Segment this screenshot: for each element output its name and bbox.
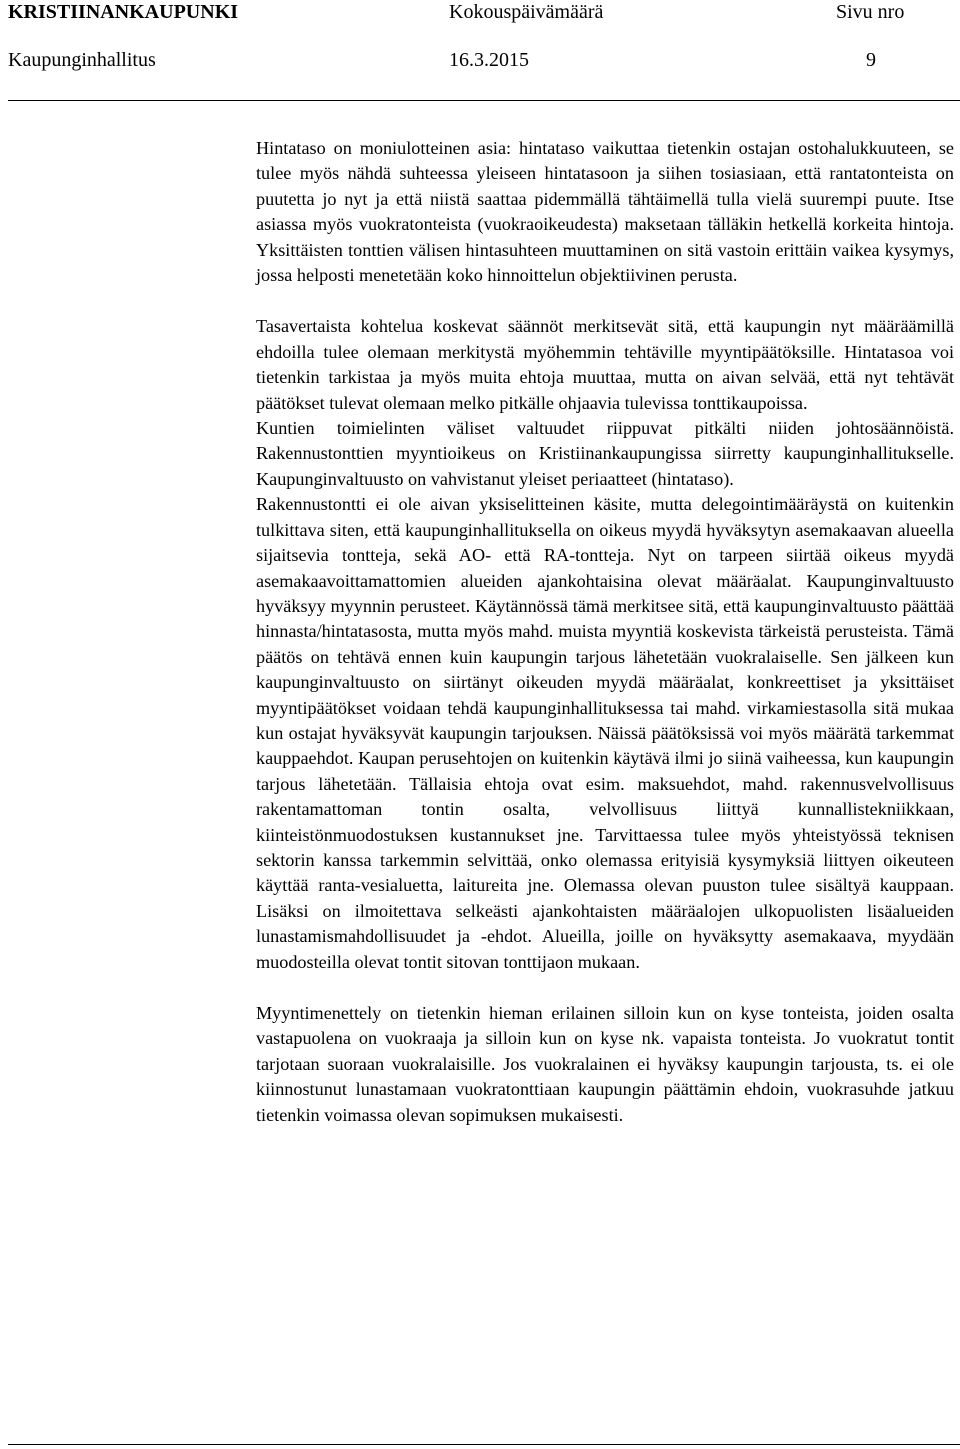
paragraph: Tasavertaista kohtelua koskevat säännöt merkitsevät sitä, että kaupungin nyt määräämillä ehdoilla tulee olemaan merkitystä myöhemmin tehtäville myyntipäätöksille. Hintatasoa voi tietenkin tarkistaa ja myös muita ehtoja muuttaa, mutta on aivan selvää, että nyt tehtävät päätökset tulevat olemaan melko pitkälle ohjaavia tulevissa tonttikaupoissa. [256, 316, 954, 413]
organization-name: KRISTIINANKAUPUNKI [8, 1, 239, 23]
page-number-label: Sivu nro [836, 1, 905, 23]
paragraph: Myyntimenettely on tietenkin hieman erilainen silloin kun on kyse tonteista, joiden osalta vastapuolena on vuokraaja ja silloin kun on kyse nk. vapaista tonteista. Jo vuokratut tontit tarjotaan suoraan vuokralaisille. Jos vuokralainen ei hyväksy kaupungin tarjousta, ts. ei ole kiinnostunut lunastamaan vuokratonttiaan kaupungin päättämin ehdoin, vuokrasuhde jatkuu tietenkin voimassa olevan sopimuksen mukaisesti. [256, 1003, 954, 1125]
paragraph: Hintataso on moniulotteinen asia: hintataso vaikuttaa tietenkin ostajan ostohalukkuuteen, se tulee myös nähdä suhteessa yleiseen hintatasoon ja siihen tosiasiaan, että rantatonteista on puutetta jo nyt ja että niistä saattaa pidemmällä tähtäimellä tulla vielä suurempi puute. Itse asiassa myös vuokratonteista (vuokraoikeudesta) maksetaan tälläkin hetkellä korkeita hintoja. Yksittäisten tonttien välisen hintasuhteen muuttaminen on sitä vastoin erittäin vaikea kysymys, jossa helposti menetetään koko hinnoittelun objektiivinen perusta. [256, 138, 954, 286]
page-number: 9 [866, 49, 876, 71]
header-divider [8, 100, 960, 101]
governing-body: Kaupunginhallitus [8, 49, 156, 71]
meeting-date: 16.3.2015 [449, 49, 529, 71]
meeting-date-label: Kokouspäivämäärä [449, 1, 604, 23]
paragraph: Kuntien toimielinten väliset valtuudet riippuvat pitkälti niiden johtosäännöistä. Rakennustonttien myyntioikeus on Kristiinankaupungissa siirretty kaupunginhallitukselle. Kaupunginvaltuusto on vahvistanut yleiset periaatteet (hintataso). [256, 418, 954, 489]
document-body [256, 136, 954, 1128]
footer-divider [8, 1444, 960, 1445]
paragraph: Rakennustontti ei ole aivan yksiselitteinen käsite, mutta delegointimääräystä on kuitenkin tulkittava siten, että kaupunginhallituksella on oikeus myydä hyväksytyn asemakaavan alueella sijaitsevia tontteja, sekä AO- että RA-tontteja. Nyt on tarpeen siirtää oikeus myydä asemakaavoittamattomien alueiden ajankohtaisina olevat määräalat. Kaupunginvaltuusto hyväksyy myynnin perusteet. Käytännössä tämä merkitsee sitä, että kaupunginvaltuusto päättää hinnasta/hintatasosta, mutta myös mahd. muista myyntiä koskevista tärkeistä perusteista. Tämä päätös on tehtävä ennen kuin kaupungin tarjous lähetetään vuokralaiselle. Sen jälkeen kun kaupunginvaltuusto on siirtänyt oikeuden myydä määräalat, konkreettiset ja yksittäiset myyntipäätökset voidaan tehdä kaupunginhallituksessa tai mahd. virkamiestasolla sitä mukaa kun ostajat hyväksyvät kaupungin tarjouksen. Näissä päätöksissä voi myös määrätä tarkemmat kauppaehdot. Kaupan perusehtojen on kuitenkin käytävä ilmi jo siinä vaiheessa, kun kaupungin tarjous lähetetään. Tällaisia ehtoja ovat esim. maksuehdot, mahd. rakennusvelvollisuus rakentamattoman tontin osalta, velvollisuus liittyä kunnallistekniikkaan, kiinteistönmuodostuksen kustannukset jne. Tarvittaessa tulee myös yhteistyössä teknisen sektorin kanssa tarkemmin selvittää, onko olemassa erityisiä kysymyksiä liittyen oikeuteen käyttää ranta-vesialuetta, laitureita jne. Olemassa olevan puuston tulee sisältyä kauppaan. Lisäksi on ilmoitettava selkeästi ajankohtaisten määräalojen ulkopuolisten lisäalueiden lunastamismahdollisuudet ja -ehdot. Alueilla, joille on hyväksytty asemakaava, myydään muodosteilla olevat tontit sitovan tonttijaon mukaan. [256, 494, 954, 972]
